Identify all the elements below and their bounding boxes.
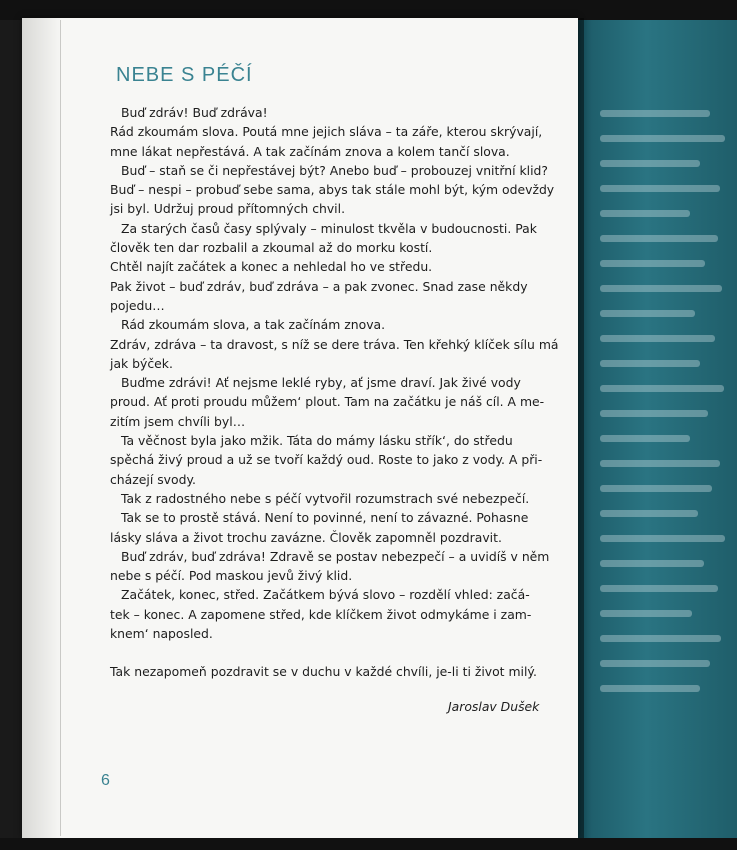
text-line: knem‘ naposled. — [110, 626, 213, 642]
text-line: Buď – nespi – probuď sebe sama, abys tak stále mohl být, kým odevždy — [110, 182, 555, 198]
page-number: 6 — [101, 772, 110, 789]
text-line: Buď zdráv! Buď zdráva! — [121, 105, 268, 120]
text-line: Začátek, konec, střed. Začátkem bývá slovo – rozdělí vhled: začá- — [121, 587, 530, 603]
text-line: Rád zkoumám slova. Poutá mne jejich sláva – ta záře, kterou skrývají, — [110, 124, 543, 140]
text-line: cházejí svody. — [110, 471, 196, 487]
text-line: Buď zdráv, buď zdráva! Zdravě se postav nebezpečí – a uvidíš v něm — [121, 548, 550, 564]
text-line: Rád zkoumám slova, a tak začínám znova. — [121, 317, 386, 333]
cover-blurred-text — [600, 110, 730, 710]
page-title: NEBE S PÉČÍ — [116, 64, 253, 86]
text-line: Pak život – buď zdráv, buď zdráva – a pak zvonec. Snad zase někdy — [110, 278, 528, 294]
text-line: zitím jsem chvíli byl… — [110, 413, 246, 429]
text-line: lásky sláva a život trochu zavázne. Člověk zapomněl pozdravit. — [110, 529, 502, 545]
author-signature: Jaroslav Dušek — [448, 699, 540, 714]
text-line: Chtěl najít začátek a konec a nehledal ho ve středu. — [110, 259, 433, 275]
bottom-border — [0, 838, 737, 850]
text-line: Buď – staň se či nepřestávej být? Anebo buď – probouzej vnitřní klid? — [121, 162, 548, 178]
text-line: Za starých časů časy splývaly – minulost tkvěla v budoucnosti. Pak — [121, 220, 537, 236]
closing-line: Tak nezapomeň pozdravit se v duchu v každé chvíli, je-li ti život milý. — [110, 664, 537, 680]
text-line: mne lákat nepřestává. A tak začínám znova a kolem tančí slova. — [110, 143, 510, 159]
text-line: nebe s péčí. Pod maskou jevů živý klid. — [110, 568, 353, 584]
text-line: člověk ten dar rozbalil a zkoumal až do morku kostí. — [110, 240, 433, 256]
text-line: Zdráv, zdráva – ta dravost, s níž se dere tráva. Ten křehký klíček sílu má — [110, 336, 559, 352]
top-border — [0, 0, 737, 20]
text-line: jak býček. — [110, 355, 173, 371]
poem-text — [110, 103, 559, 682]
page-spine-line — [60, 20, 61, 836]
text-line: Buďme zdrávi! Ať nejsme leklé ryby, ať jsme draví. Jak živé vody — [121, 375, 521, 391]
text-line: Tak se to prostě stává. Není to povinné, není to závazné. Pohasne — [121, 510, 529, 526]
page-gutter — [22, 18, 62, 838]
text-line: spěchá živý proud a už se tvoří každý oud. Roste to jako z vody. A při- — [110, 452, 543, 468]
text-line: jsi byl. Udržuj proud přítomných chvil. — [110, 201, 346, 217]
text-line: Tak z radostného nebe s péčí vytvořil rozumstrach své nebezpečí. — [121, 490, 530, 506]
text-line: proud. Ať proti proudu můžem‘ plout. Tam na začátku je náš cíl. A me- — [110, 394, 545, 410]
text-line: pojedu… — [110, 297, 165, 313]
text-line: Ta věčnost byla jako mžik. Táta do mámy lásku střík‘, do středu — [121, 433, 513, 449]
text-line: tek – konec. A zapomene střed, kde klíčkem život odmykáme i zam- — [110, 606, 532, 622]
